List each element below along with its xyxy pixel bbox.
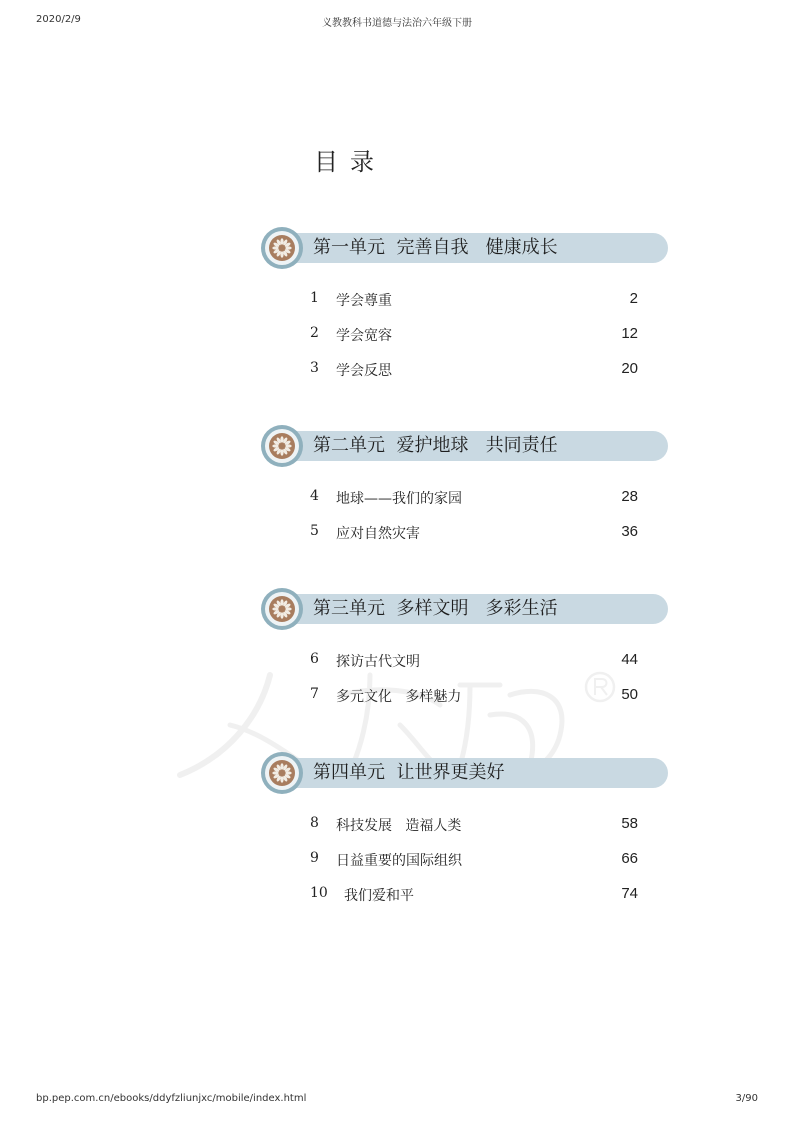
- lesson-title: 我们爱和平: [344, 888, 414, 904]
- lesson-page-number: 74: [621, 885, 638, 902]
- lesson-page-number: 36: [621, 523, 638, 540]
- toc-lesson-row[interactable]: [310, 360, 638, 382]
- lesson-number: 7: [310, 686, 319, 702]
- lesson-number: 8: [310, 815, 319, 831]
- flower-badge-icon: [260, 751, 304, 795]
- lesson-page-number: 28: [621, 488, 638, 505]
- toc-lesson-row[interactable]: [310, 815, 638, 837]
- lesson-page-number: 20: [621, 360, 638, 377]
- lesson-page-number: 66: [621, 850, 638, 867]
- lesson-title: 多元文化 多样魅力: [336, 689, 462, 705]
- lesson-page-number: 50: [621, 686, 638, 703]
- page-header-date: 2020/2/9: [36, 14, 81, 25]
- toc-lesson-row[interactable]: [310, 290, 638, 312]
- lesson-page-number: 58: [621, 815, 638, 832]
- lesson-number: 2: [310, 325, 319, 341]
- lesson-number: 10: [310, 885, 328, 901]
- toc-lesson-row[interactable]: [310, 686, 638, 708]
- page-footer-page: 3/90: [735, 1093, 758, 1104]
- toc-lesson-row[interactable]: [310, 325, 638, 347]
- lesson-page-number: 2: [629, 290, 638, 307]
- toc-lesson-row[interactable]: [310, 885, 638, 907]
- toc-lesson-row[interactable]: [310, 488, 638, 510]
- lesson-number: 1: [310, 290, 319, 306]
- lesson-title: 探访古代文明: [336, 654, 420, 670]
- page-footer-url: bp.pep.com.cn/ebooks/ddyfzliunjxc/mobile/index.html: [36, 1093, 307, 1104]
- lesson-title: 应对自然灾害: [336, 526, 420, 542]
- toc-lesson-row[interactable]: [310, 651, 638, 673]
- unit-title[interactable]: 第四单元 让世界更美好: [313, 762, 505, 783]
- toc-lesson-row[interactable]: [310, 850, 638, 872]
- lesson-number: 6: [310, 651, 319, 667]
- page-header-title: 义教教科书道德与法治六年级下册: [322, 18, 472, 29]
- flower-badge-icon: [260, 424, 304, 468]
- toc-lesson-row[interactable]: [310, 523, 638, 545]
- lesson-number: 5: [310, 523, 319, 539]
- lesson-title: 学会反思: [336, 363, 392, 379]
- lesson-title: 地球——我们的家园: [336, 491, 462, 507]
- lesson-number: 3: [310, 360, 319, 376]
- lesson-number: 9: [310, 850, 319, 866]
- unit-title[interactable]: 第三单元 多样文明 多彩生活: [313, 598, 558, 619]
- lesson-title: 科技发展 造福人类: [336, 818, 462, 834]
- unit-title[interactable]: 第一单元 完善自我 健康成长: [313, 237, 558, 258]
- lesson-page-number: 44: [621, 651, 638, 668]
- flower-badge-icon: [260, 587, 304, 631]
- flower-badge-icon: [260, 226, 304, 270]
- lesson-title: 学会宽容: [336, 328, 392, 344]
- lesson-title: 学会尊重: [336, 293, 392, 309]
- lesson-page-number: 12: [621, 325, 638, 342]
- lesson-number: 4: [310, 488, 319, 504]
- toc-title: 目录: [314, 148, 386, 176]
- unit-title[interactable]: 第二单元 爱护地球 共同责任: [313, 435, 558, 456]
- lesson-title: 日益重要的国际组织: [336, 853, 462, 869]
